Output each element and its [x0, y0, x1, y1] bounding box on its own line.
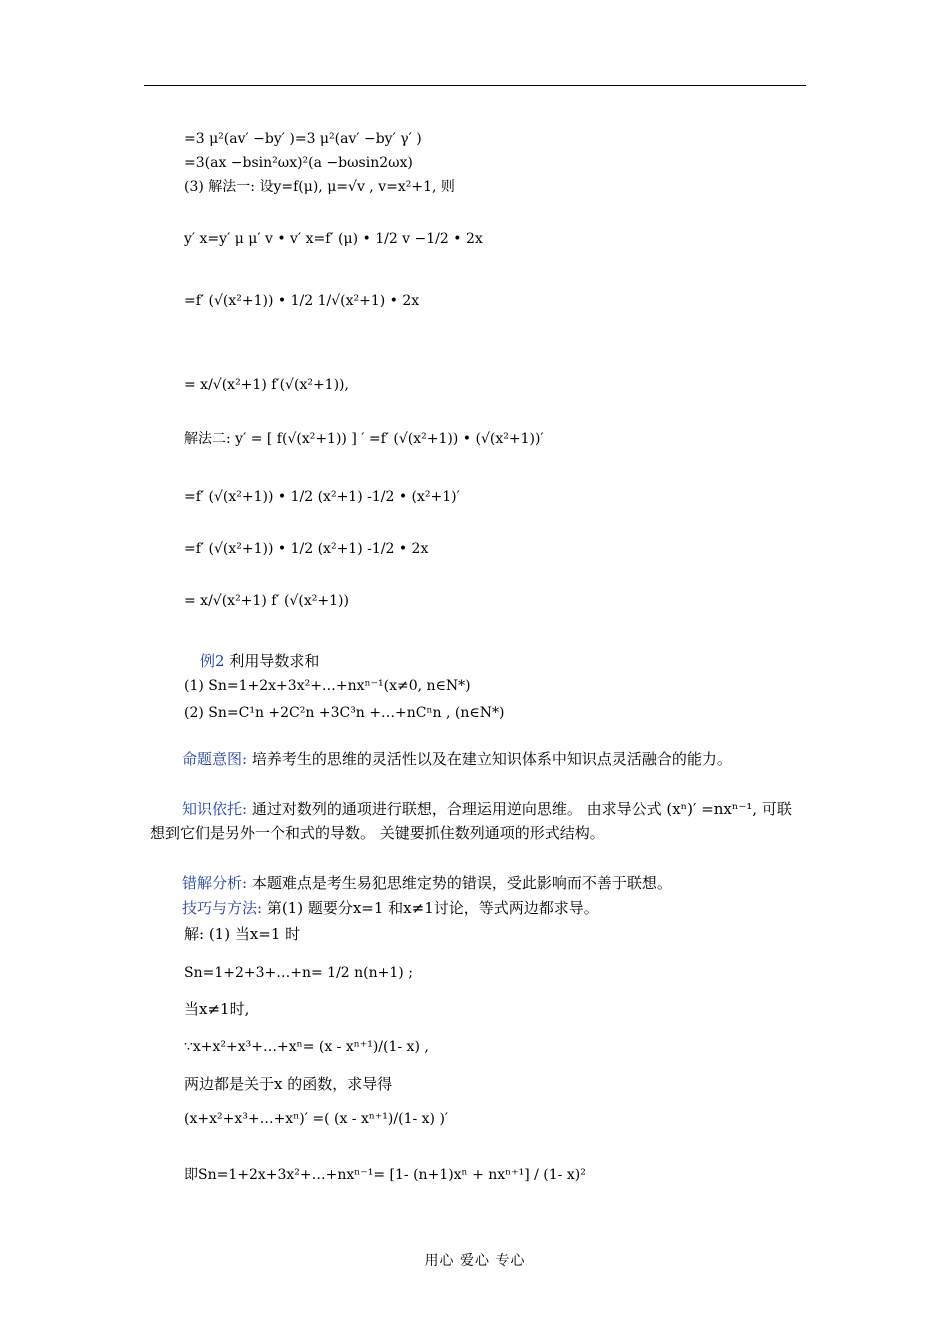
example-label: 例2	[200, 652, 225, 670]
example-title: 利用导数求和	[224, 652, 320, 670]
method-text: 第(1) 题要分x=1 和x≠1讨论，等式两边都求导。	[262, 899, 599, 917]
derivation-line-6: = x/√(x²+1) f′(√(x²+1)),	[184, 377, 349, 393]
solution-line-7: 即Sn=1+2x+3x²+…+nxⁿ⁻¹= [1- (n+1)xⁿ + nxⁿ⁺¹] / (1- x)²	[184, 1167, 586, 1183]
derivation-line-8: =f′ (√(x²+1)) • 1/2 (x²+1) -1/2 • (x²+1)′	[184, 489, 460, 505]
derivation-line-10: = x/√(x²+1) f′ (√(x²+1))	[184, 593, 349, 609]
basis-paragraph	[150, 797, 805, 845]
derivation-line-1: =3 μ²(av′ −by′ )=3 μ²(av′ −by′ γ′ )	[184, 131, 422, 147]
derivation-line-2: =3(ax −bsin²ωx)²(a −bωsin2ωx)	[184, 155, 413, 171]
method-paragraph	[150, 896, 805, 920]
error-label: 错解分析:	[182, 874, 248, 892]
derivation-line-9: =f′ (√(x²+1)) • 1/2 (x²+1) -1/2 • 2x	[184, 541, 429, 557]
solution-two-line: 解法二: y′ = [ f(√(x²+1)) ] ′ =f′ (√(x²+1)) • (√(x²+1))′	[184, 431, 544, 447]
page-footer: 用心 爱心 专心	[424, 1253, 526, 1269]
example-item-1: (1) Sn=1+2x+3x²+…+nxⁿ⁻¹(x≠0, n∈N*)	[184, 678, 471, 694]
intent-text: 培养考生的思维的灵活性以及在建立知识体系中知识点灵活融合的能力。	[247, 750, 732, 768]
header-rule	[144, 85, 806, 86]
method-label: 技巧与方法:	[182, 899, 263, 917]
intent-label: 命题意图:	[182, 750, 248, 768]
solution-one-intro: (3) 解法一: 设y=f(μ), μ=√v , v=x²+1, 则	[184, 179, 455, 195]
solution-start: 解: (1) 当x=1 时	[184, 925, 301, 943]
intent-paragraph	[150, 747, 805, 771]
basis-text: 通过对数列的通项进行联想，合理运用逆向思维。 由求导公式 (xⁿ)′ =nxⁿ⁻¹, 可联想到它们是另外一个和式的导数。 关键要抓住数列通项的形式结构。	[150, 800, 792, 842]
error-paragraph	[150, 871, 805, 895]
example-heading	[200, 652, 319, 670]
solution-line-2: Sn=1+2+3+…+n= 1/2 n(n+1) ;	[184, 965, 413, 981]
solution-line-3: 当x≠1时,	[184, 1000, 250, 1018]
example-item-2: (2) Sn=C¹n +2C²n +3C³n +…+nCⁿn , (n∈N*)	[184, 705, 505, 721]
derivation-line-5: =f′ (√(x²+1)) • 1/2 1/√(x²+1) • 2x	[184, 293, 420, 309]
solution-line-4: ∵x+x²+x³+…+xⁿ= (x - xⁿ⁺¹)/(1- x) ,	[184, 1039, 429, 1055]
solution-line-6: (x+x²+x³+…+xⁿ)′ =( (x - xⁿ⁺¹)/(1- x) )′	[184, 1111, 449, 1127]
solution-line-5: 两边都是关于x 的函数，求导得	[184, 1075, 393, 1093]
error-text: 本题难点是考生易犯思维定势的错误，受此影响而不善于联想。	[247, 874, 672, 892]
basis-label: 知识依托:	[182, 800, 248, 818]
derivation-line-4: y′ x=y′ μ μ′ v • v′ x=f′ (μ) • 1/2 v −1/2 • 2x	[184, 231, 483, 247]
